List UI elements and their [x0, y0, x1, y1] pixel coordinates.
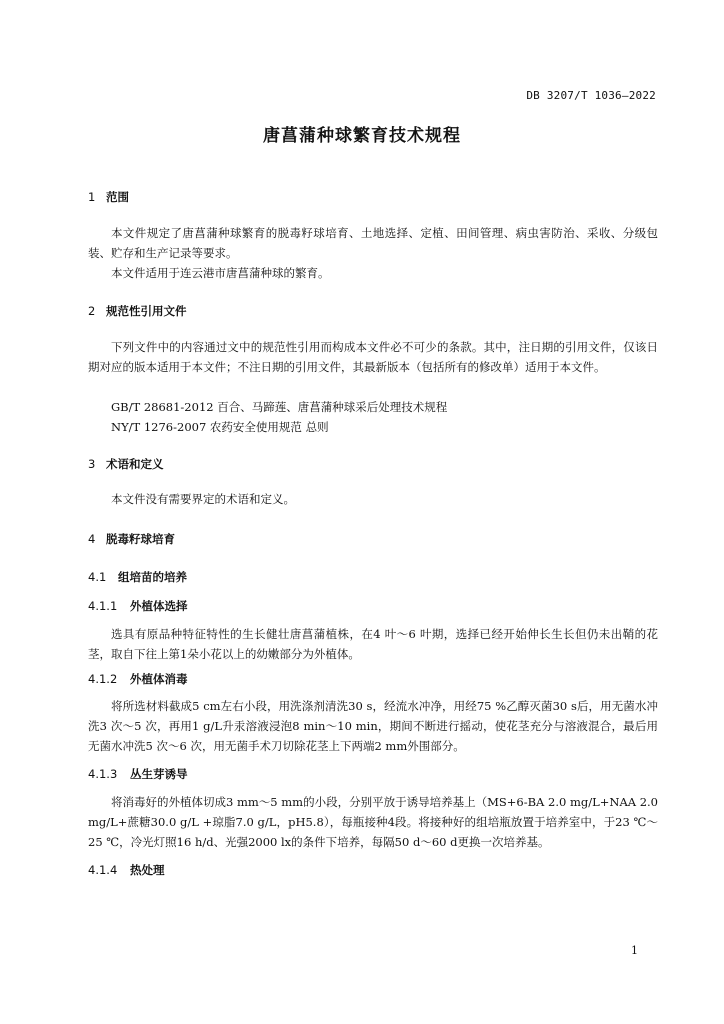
section-number: 4.1.4 — [88, 863, 118, 877]
section-1-paragraph-2: 本文件适用于连云港市唐菖蒲种球的繁育。 — [111, 266, 330, 280]
section-2-paragraph-1: 下列文件中的内容通过文中的规范性引用而构成本文件必不可少的条款。其中，注日期的引用文件，仅该日期对应的版本适用于本文件；不注日期的引用文件，其最新版本（包括所有的修改单）适用于本文件。 — [88, 340, 658, 374]
section-3-paragraph-1: 本文件没有需要界定的术语和定义。 — [111, 492, 295, 506]
reference-ny-t-1276: NY/T 1276-2007 农药安全使用规范 总则 — [111, 420, 329, 434]
section-4-1-1-paragraph: 选具有原品种特征特性的生长健壮唐菖蒲植株，在4 叶～6 叶期，选择已经开始伸长生长但仍未出鞘的花茎，取自下往上第1朵小花以上的幼嫩部分为外植体。 — [88, 627, 658, 661]
document-title: 唐菖蒲种球繁育技术规程 — [263, 126, 461, 146]
page-number: 1 — [631, 944, 638, 957]
section-title: 热处理 — [130, 863, 165, 877]
section-title: 组培苗的培养 — [118, 570, 187, 584]
section-number: 4.1.1 — [88, 599, 118, 613]
section-number: 3 — [88, 457, 96, 471]
section-4-1-4-heading — [88, 862, 165, 878]
section-number: 4.1.2 — [88, 672, 118, 686]
reference-gb-t-28681: GB/T 28681-2012 百合、马蹄莲、唐菖蒲种球采后处理技术规程 — [111, 400, 448, 414]
section-4-1-2-heading — [88, 671, 188, 687]
section-1-heading — [88, 189, 129, 205]
section-4-1-2-paragraph: 将所选材料截成5 cm左右小段，用洗涤剂清洗30 s，经流水冲净，用经75 %乙醇灭菌30 s后，用无菌水冲洗3 次～5 次，再用1 g/L升汞溶液浸泡8 min～10 min，期间不断进行摇动，使花茎充分与溶液混合，最后用无菌水冲洗5 次～6 次，用无菌手术刀切除花茎上下两端2 mm外围部分。 — [88, 699, 658, 753]
section-number: 4.1 — [88, 570, 107, 584]
section-title: 范围 — [106, 190, 129, 204]
section-number: 4 — [88, 532, 96, 546]
section-title: 外植体消毒 — [130, 672, 188, 686]
standard-number: DB 3207/T 1036—2022 — [526, 89, 656, 102]
section-4-1-3-heading — [88, 766, 188, 782]
section-4-1-heading — [88, 569, 187, 585]
section-4-1-1-heading — [88, 598, 188, 614]
section-1-paragraph-1: 本文件规定了唐菖蒲种球繁育的脱毒籽球培育、土地选择、定植、田间管理、病虫害防治、采收、分级包装、贮存和生产记录等要求。 — [88, 226, 658, 260]
section-number: 4.1.3 — [88, 767, 118, 781]
section-title: 规范性引用文件 — [106, 304, 187, 318]
section-4-1-3-paragraph: 将消毒好的外植体切成3 mm～5 mm的小段，分别平放于诱导培养基上（MS+6-BA 2.0 mg/L+NAA 2.0 mg/L+蔗糖30.0 g/L +琼脂7.0 g/L，pH5.8），每瓶接种4段。将接种好的组培瓶放置于培养室中，于23 ℃～25 ℃，冷光灯照16 h/d、光强2000 lx的条件下培养，每隔50 d～60 d更换一次培养基。 — [88, 795, 658, 849]
section-2-heading — [88, 303, 187, 319]
section-number: 1 — [88, 190, 96, 204]
section-title: 外植体选择 — [130, 599, 188, 613]
section-title: 脱毒籽球培育 — [106, 532, 175, 546]
section-4-heading — [88, 531, 175, 547]
section-number: 2 — [88, 304, 96, 318]
section-3-heading — [88, 456, 164, 472]
section-title: 术语和定义 — [106, 457, 164, 471]
section-title: 丛生芽诱导 — [130, 767, 188, 781]
